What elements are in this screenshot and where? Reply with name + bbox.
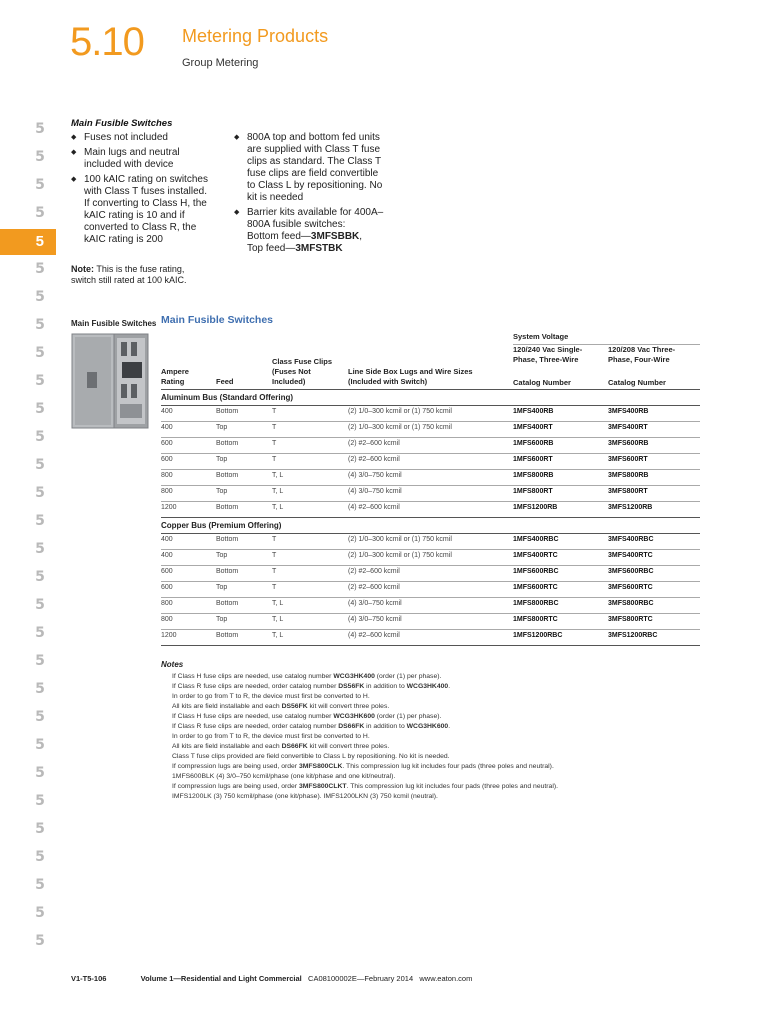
note-catalog-code: WCG3HK600 xyxy=(333,713,375,720)
note-text: If compression lugs are being used, order xyxy=(172,763,299,770)
side-tab[interactable]: 5 xyxy=(35,793,45,809)
table-cell: 1MFS800RBC xyxy=(513,600,559,607)
table-row xyxy=(161,406,700,422)
section-title: Metering Products xyxy=(182,26,329,46)
note-catalog-code: WCG3HK400 xyxy=(406,683,449,690)
table-cell: (4) 3/0–750 kcmil xyxy=(348,488,402,495)
table-cell: 3MFS600RTC xyxy=(608,584,653,591)
side-tab[interactable]: 5 xyxy=(35,737,45,753)
table-row xyxy=(161,422,700,438)
note-text: (order (1) per phase). xyxy=(374,673,442,680)
section-subtitle: Group Metering xyxy=(182,57,259,69)
note-text: If Class R fuse clips are needed, order catalog number xyxy=(172,683,339,690)
table-row xyxy=(161,614,700,630)
bullet-item: ◆ Fuses not included xyxy=(71,132,211,144)
table-cell: (4) 3/0–750 kcmil xyxy=(348,616,402,623)
table-cell: Bottom xyxy=(216,440,239,447)
bullet-item: ◆ Barrier kits available for 400A–800A fusible switches: Bottom feed—3MFSBBK, Top feed—3MFSTBK xyxy=(234,207,384,255)
table-cell: 1200 xyxy=(161,504,177,511)
table-cell: (4) 3/0–750 kcmil xyxy=(348,472,402,479)
bottom-feed-code: 3MFSBBK xyxy=(310,231,360,242)
table-cell: 3MFS600RT xyxy=(608,456,648,463)
table-cell: T xyxy=(272,536,277,543)
table-cell: 1MFS800RTC xyxy=(513,616,558,623)
table-cell: T, L xyxy=(272,504,284,511)
table-cell: T, L xyxy=(272,488,284,495)
table-cell: 3MFS400RTC xyxy=(608,552,653,559)
table-cell: 800 xyxy=(161,472,173,479)
note-text: 1MFS600BLK (4) 3/0–750 kcmil/phase (one kit/phase and one kit/neutral). xyxy=(172,773,396,780)
side-tab[interactable]: 5 xyxy=(35,849,45,865)
header-lugs: Line Side Box Lugs and Wire Sizes (Included with Switch) xyxy=(348,367,473,386)
note-line xyxy=(172,772,558,782)
side-tab[interactable]: 5 xyxy=(35,289,45,305)
note-text: in addition to xyxy=(364,723,407,730)
side-tab[interactable]: 5 xyxy=(35,485,45,501)
note-text: If Class R fuse clips are needed, order catalog number xyxy=(172,723,339,730)
note-line xyxy=(172,782,558,792)
header-v2-catalog: Catalog Number xyxy=(608,378,666,387)
side-tab[interactable]: 5 xyxy=(35,905,45,921)
note-text: . xyxy=(448,683,451,690)
table-row xyxy=(161,550,700,566)
table-cell: Top xyxy=(216,424,228,431)
table-cell: 1MFS800RT xyxy=(513,488,553,495)
table-row xyxy=(161,470,700,486)
note-line xyxy=(172,702,558,712)
note-catalog-code: DS56FK xyxy=(338,683,365,690)
side-tab[interactable]: 5 xyxy=(35,317,45,333)
table-cell: (2) #2–600 kcmil xyxy=(348,456,400,463)
note-text: in addition to xyxy=(364,683,407,690)
side-tab[interactable]: 5 xyxy=(35,457,45,473)
table-cell: 1MFS1200RB xyxy=(513,504,558,511)
table-cell: T xyxy=(272,440,277,447)
side-tab[interactable]: 5 xyxy=(35,401,45,417)
table-cell: Bottom xyxy=(216,504,239,511)
table-row xyxy=(161,598,700,614)
divider xyxy=(161,389,700,390)
side-tab[interactable]: 5 xyxy=(35,709,45,725)
table-cell: Bottom xyxy=(216,536,239,543)
side-tab[interactable]: 5 xyxy=(35,149,45,165)
table-row xyxy=(161,534,700,550)
table-cell: (2) 1/0–300 kcmil or (1) 750 kcmil xyxy=(348,536,452,543)
table-row xyxy=(161,486,700,502)
note-line xyxy=(172,742,558,752)
side-tab[interactable]: 5 xyxy=(35,653,45,669)
side-tab[interactable]: 5 xyxy=(35,177,45,193)
header-ampere: Ampere Rating xyxy=(161,367,189,386)
table-cell: Bottom xyxy=(216,408,239,415)
note-catalog-code: WCG3HK400 xyxy=(333,673,375,680)
side-tab[interactable]: 5 xyxy=(35,205,45,221)
intro-note xyxy=(71,264,211,286)
note-line xyxy=(172,752,558,762)
table-cell: Bottom xyxy=(216,632,239,639)
notes-heading: Notes xyxy=(161,660,184,669)
table-cell: (4) 3/0–750 kcmil xyxy=(348,600,402,607)
group-heading: Aluminum Bus (Standard Offering) xyxy=(161,393,293,402)
footer-catalog: CA08100002E—February 2014 xyxy=(308,974,414,983)
table-cell: 3MFS800RBC xyxy=(608,600,654,607)
table-title: Main Fusible Switches xyxy=(161,314,274,326)
side-tab[interactable]: 5 xyxy=(35,933,45,949)
page-code: V1-T5-106 xyxy=(71,974,107,983)
side-tab[interactable]: 5 xyxy=(35,765,45,781)
table-cell: Top xyxy=(216,584,228,591)
intro-bullets-right xyxy=(234,132,384,258)
table-cell: 600 xyxy=(161,568,173,575)
notes-list xyxy=(172,672,558,802)
note-text: If compression lugs are being used, order xyxy=(172,783,299,790)
side-tab[interactable]: 5 xyxy=(35,597,45,613)
note-text: kit will convert three poles. xyxy=(307,743,390,750)
note-line xyxy=(172,762,558,772)
note-text: This is the fuse rating, switch still rated at 100 kAIC. xyxy=(71,264,187,285)
side-tab[interactable]: 5 xyxy=(35,681,45,697)
note-catalog-code: 3MFS800CLKT xyxy=(298,783,347,790)
table-cell: T xyxy=(272,408,277,415)
note-text: In order to go from T to R, the device must first be converted to H. xyxy=(172,733,370,740)
table-cell: (2) 1/0–300 kcmil or (1) 750 kcmil xyxy=(348,552,452,559)
table-row xyxy=(161,454,700,470)
group-heading: Copper Bus (Premium Offering) xyxy=(161,521,282,530)
table-cell: 800 xyxy=(161,600,173,607)
table-cell: 1MFS400RT xyxy=(513,424,553,431)
footer-volume: Volume 1—Residential and Light Commercial xyxy=(140,974,302,983)
table-cell: 600 xyxy=(161,440,173,447)
note-text: All kits are field installable and each xyxy=(172,743,282,750)
table-cell: 1MFS1200RBC xyxy=(513,632,563,639)
table-cell: T, L xyxy=(272,616,284,623)
note-text: IMFS1200LK (3) 750 kcmil/phase (one kit/phase). IMFS1200LKN (3) 750 kcmil (neutral). xyxy=(172,793,438,800)
top-feed-label: Top feed— xyxy=(247,243,296,254)
table-cell: Top xyxy=(216,552,228,559)
table-cell: T xyxy=(272,552,277,559)
note-line xyxy=(172,792,558,802)
note-text: Class T fuse clips provided are field convertible to Class L by repositioning. No kit is needed. xyxy=(172,753,450,760)
note-line xyxy=(172,722,558,732)
bullet-item: ◆ Main lugs and neutral included with device xyxy=(71,147,211,171)
table-cell: 1200 xyxy=(161,632,177,639)
note-text: . This compression lug kit includes four pads (three poles and neutral). xyxy=(346,783,558,790)
note-text: . xyxy=(448,723,451,730)
side-tab[interactable]: 5 xyxy=(35,625,45,641)
table-cell: 1MFS600RBC xyxy=(513,568,559,575)
table-cell: T, L xyxy=(272,472,284,479)
table-cell: 400 xyxy=(161,552,173,559)
note-catalog-code: DS56FK xyxy=(281,703,308,710)
section-number: 5.10 xyxy=(70,20,144,64)
barrier-kit-text: Barrier kits available for 400A–800A fusible switches: xyxy=(247,207,384,230)
product-image-label: Main Fusible Switches xyxy=(71,319,157,328)
table-cell: (2) 1/0–300 kcmil or (1) 750 kcmil xyxy=(348,408,452,415)
side-tab[interactable]: 5 xyxy=(35,569,45,585)
top-feed-code: 3MFSTBK xyxy=(295,243,343,254)
intro-heading: Main Fusible Switches xyxy=(71,118,173,129)
table-cell: T xyxy=(272,424,277,431)
table-cell: 3MFS600RBC xyxy=(608,568,654,575)
table-row xyxy=(161,438,700,454)
header-v1: 120/240 Vac Single-Phase, Three-Wire xyxy=(513,345,583,364)
note-text: In order to go from T to R, the device must first be converted to H. xyxy=(172,693,370,700)
note-catalog-code: DS66FK xyxy=(281,743,308,750)
side-tab[interactable]: 5 xyxy=(35,345,45,361)
note-text: (order (1) per phase). xyxy=(374,713,442,720)
table-cell: Bottom xyxy=(216,568,239,575)
side-tab[interactable]: 5 xyxy=(35,373,45,389)
table-cell: 3MFS800RB xyxy=(608,472,649,479)
page-footer xyxy=(71,974,472,983)
table-cell: 3MFS1200RB xyxy=(608,504,653,511)
divider xyxy=(161,645,700,646)
side-tab[interactable]: 5 xyxy=(35,261,45,277)
table-cell: 800 xyxy=(161,616,173,623)
note-line xyxy=(172,732,558,742)
table-cell: Top xyxy=(216,456,228,463)
table-cell: 3MFS400RBC xyxy=(608,536,654,543)
table-row xyxy=(161,630,700,646)
table-cell: Top xyxy=(216,616,228,623)
side-tab[interactable]: 5 xyxy=(35,877,45,893)
header-clips: Class Fuse Clips (Fuses Not Included) xyxy=(272,357,333,386)
note-line xyxy=(172,712,558,722)
intro-bullets-left xyxy=(71,132,211,249)
table-cell: T xyxy=(272,568,277,575)
table-cell: Bottom xyxy=(216,472,239,479)
side-tab-active[interactable]: 5 xyxy=(0,229,56,255)
table-cell: T xyxy=(272,584,277,591)
note-text: All kits are field installable and each xyxy=(172,703,282,710)
note-label: Note: xyxy=(71,264,94,274)
note-line xyxy=(172,682,558,692)
note-text: . This compression lug kit includes four pads (three poles and neutral). xyxy=(342,763,554,770)
side-tab[interactable]: 5 xyxy=(35,513,45,529)
table-cell: 1MFS400RBC xyxy=(513,536,559,543)
header-feed: Feed xyxy=(216,377,234,386)
table-cell: 1MFS600RTC xyxy=(513,584,558,591)
table-cell: (4) #2–600 kcmil xyxy=(348,632,400,639)
table-cell: (2) #2–600 kcmil xyxy=(348,584,400,591)
note-text: kit will convert three poles. xyxy=(307,703,390,710)
side-tab[interactable]: 5 xyxy=(35,821,45,837)
table-cell: 3MFS1200RBC xyxy=(608,632,658,639)
table-cell: 3MFS400RT xyxy=(608,424,648,431)
table-cell: 400 xyxy=(161,424,173,431)
table-cell: 3MFS800RTC xyxy=(608,616,653,623)
table-cell: 1MFS400RTC xyxy=(513,552,558,559)
table-cell: 600 xyxy=(161,584,173,591)
table-cell: T, L xyxy=(272,632,284,639)
fusible-switch-image xyxy=(71,332,149,430)
side-tab[interactable]: 5 xyxy=(35,541,45,557)
table-cell: 3MFS400RB xyxy=(608,408,649,415)
table-row xyxy=(161,582,700,598)
header-v1-catalog: Catalog Number xyxy=(513,378,571,387)
table-cell: T xyxy=(272,456,277,463)
bullet-item: ◆ 800A top and bottom fed units are supplied with Class T fuse clips as standard. The Class T fuse clips are field convertible to Class L by repositioning. No kit is needed xyxy=(234,132,384,204)
table-cell: Bottom xyxy=(216,600,239,607)
bottom-feed-label: Bottom feed— xyxy=(247,231,311,242)
note-line xyxy=(172,672,558,682)
note-text: If Class H fuse clips are needed, use catalog number xyxy=(172,713,334,720)
table-cell: 3MFS600RB xyxy=(608,440,649,447)
note-catalog-code: 3MFS800CLK xyxy=(298,763,343,770)
table-cell: Top xyxy=(216,488,228,495)
footer-url: www.eaton.com xyxy=(419,974,473,983)
divider xyxy=(161,517,700,518)
table-cell: 600 xyxy=(161,456,173,463)
table-row xyxy=(161,502,700,518)
note-line xyxy=(172,692,558,702)
table-cell: 1MFS600RB xyxy=(513,440,554,447)
table-cell: 800 xyxy=(161,488,173,495)
table-cell: 3MFS800RT xyxy=(608,488,648,495)
table-cell: (4) #2–600 kcmil xyxy=(348,504,400,511)
bullet-item: ◆ 100 kAIC rating on switches with Class T fuses installed. If converting to Class H, the kAIC rating is 10 and if converted to Class R, the kAIC rating is 200 xyxy=(71,174,211,246)
system-voltage-header: System Voltage xyxy=(513,332,569,341)
table-cell: T, L xyxy=(272,600,284,607)
table-cell: 1MFS800RB xyxy=(513,472,554,479)
table-cell: (2) #2–600 kcmil xyxy=(348,440,400,447)
note-catalog-code: WCG3HK600 xyxy=(406,723,449,730)
side-tab[interactable]: 5 xyxy=(35,429,45,445)
note-catalog-code: DS66FK xyxy=(338,723,365,730)
table-cell: 1MFS600RT xyxy=(513,456,553,463)
table-row xyxy=(161,566,700,582)
side-tab[interactable]: 5 xyxy=(35,121,45,137)
table-cell: (2) 1/0–300 kcmil or (1) 750 kcmil xyxy=(348,424,452,431)
table-cell: 400 xyxy=(161,536,173,543)
note-text: If Class H fuse clips are needed, use catalog number xyxy=(172,673,334,680)
header-v2: 120/208 Vac Three-Phase, Four-Wire xyxy=(608,345,676,364)
table-cell: 1MFS400RB xyxy=(513,408,554,415)
table-cell: (2) #2–600 kcmil xyxy=(348,568,400,575)
table-cell: 400 xyxy=(161,408,173,415)
